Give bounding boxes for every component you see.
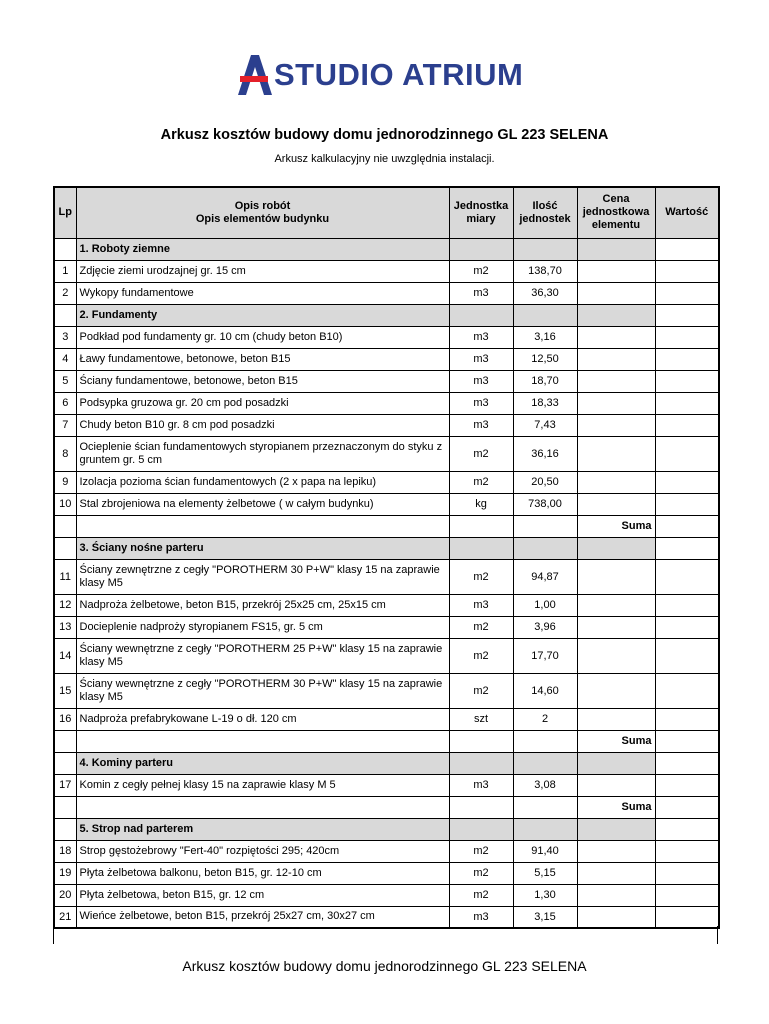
- lp-cell: 21: [54, 906, 76, 928]
- unit-cell: kg: [449, 493, 513, 515]
- unit-cell: m3: [449, 906, 513, 928]
- value-cell: [655, 862, 719, 884]
- section-row: [54, 537, 719, 559]
- description-cell: Nadproża żelbetowe, beton B15, przekrój 25x25 cm, 25x15 cm: [76, 594, 449, 616]
- description-cell: Ściany wewnętrzne z cegły "POROTHERM 25 P+W" klasy 15 na zaprawie klasy M5: [76, 638, 449, 673]
- table-header-row: [54, 187, 719, 238]
- unit-cell: m3: [449, 282, 513, 304]
- qty-cell: [513, 752, 577, 774]
- logo-a-icon: [238, 55, 272, 95]
- value-cell: [655, 638, 719, 673]
- quantity-cell: 17,70: [513, 638, 577, 673]
- qty-cell: [513, 730, 577, 752]
- sum-label: Suma: [577, 796, 655, 818]
- lp-cell: 13: [54, 616, 76, 638]
- unit-price-cell: [577, 906, 655, 928]
- value-cell: [655, 818, 719, 840]
- lp-cell: 18: [54, 840, 76, 862]
- table-row: [54, 673, 719, 708]
- lp-cell: 20: [54, 884, 76, 906]
- section-row: [54, 238, 719, 260]
- description-cell: Płyta żelbetowa balkonu, beton B15, gr. 12-10 cm: [76, 862, 449, 884]
- value-cell: [655, 326, 719, 348]
- unit-cell: m3: [449, 594, 513, 616]
- logo-text: STUDIO ATRIUM: [274, 57, 524, 92]
- unit-cell: [449, 238, 513, 260]
- price-cell: [577, 238, 655, 260]
- description-cell: Docieplenie nadproży styropianem FS15, gr. 5 cm: [76, 616, 449, 638]
- unit-price-cell: [577, 392, 655, 414]
- qty-cell: [513, 818, 577, 840]
- unit-cell: m2: [449, 260, 513, 282]
- unit-cell: m2: [449, 673, 513, 708]
- quantity-cell: 18,33: [513, 392, 577, 414]
- unit-price-cell: [577, 436, 655, 471]
- value-cell: [655, 884, 719, 906]
- sum-label: Suma: [577, 515, 655, 537]
- quantity-cell: 3,16: [513, 326, 577, 348]
- table-row: [54, 862, 719, 884]
- unit-cell: szt: [449, 708, 513, 730]
- description-cell: Podkład pod fundamenty gr. 10 cm (chudy beton B10): [76, 326, 449, 348]
- table-row: [54, 774, 719, 796]
- lp-cell: 6: [54, 392, 76, 414]
- quantity-cell: 18,70: [513, 370, 577, 392]
- unit-price-cell: [577, 414, 655, 436]
- value-cell: [655, 774, 719, 796]
- unit-cell: [449, 304, 513, 326]
- quantity-cell: 1,00: [513, 594, 577, 616]
- value-cell: [655, 673, 719, 708]
- value-cell: [655, 796, 719, 818]
- value-cell: [655, 730, 719, 752]
- lp-cell: 19: [54, 862, 76, 884]
- table-row: [54, 282, 719, 304]
- description-cell: Zdjęcie ziemi urodzajnej gr. 15 cm: [76, 260, 449, 282]
- unit-cell: m3: [449, 414, 513, 436]
- header-quantity: Ilość jednostek: [513, 187, 577, 238]
- quantity-cell: 7,43: [513, 414, 577, 436]
- unit-cell: m3: [449, 370, 513, 392]
- value-cell: [655, 616, 719, 638]
- quantity-cell: 2: [513, 708, 577, 730]
- table-row: [54, 260, 719, 282]
- unit-cell: [449, 796, 513, 818]
- lp-cell: 12: [54, 594, 76, 616]
- lp-cell: 3: [54, 326, 76, 348]
- sum-row: [54, 730, 719, 752]
- section-row: [54, 304, 719, 326]
- quantity-cell: 3,08: [513, 774, 577, 796]
- price-cell: [577, 304, 655, 326]
- table-row: [54, 884, 719, 906]
- description-cell: Ocieplenie ścian fundamentowych styropianem przeznaczonym do styku z gruntem gr. 5 cm: [76, 436, 449, 471]
- quantity-cell: 138,70: [513, 260, 577, 282]
- price-cell: [577, 537, 655, 559]
- lp-cell: [54, 537, 76, 559]
- section-row: [54, 818, 719, 840]
- lp-cell: [54, 818, 76, 840]
- description-cell: Ściany wewnętrzne z cegły "POROTHERM 30 P+W" klasy 15 na zaprawie klasy M5: [76, 673, 449, 708]
- qty-cell: [513, 796, 577, 818]
- unit-price-cell: [577, 884, 655, 906]
- value-cell: [655, 414, 719, 436]
- value-cell: [655, 752, 719, 774]
- lp-cell: 11: [54, 559, 76, 594]
- unit-price-cell: [577, 840, 655, 862]
- desc-cell: [76, 515, 449, 537]
- table-row: [54, 348, 719, 370]
- lp-cell: 15: [54, 673, 76, 708]
- unit-cell: m2: [449, 884, 513, 906]
- description-cell: Izolacja pozioma ścian fundamentowych (2 x papa na lepiku): [76, 471, 449, 493]
- unit-cell: [449, 752, 513, 774]
- value-cell: [655, 304, 719, 326]
- price-cell: [577, 818, 655, 840]
- lp-cell: [54, 796, 76, 818]
- table-continuation: [53, 926, 718, 944]
- description-cell: Ściany fundamentowe, betonowe, beton B15: [76, 370, 449, 392]
- unit-price-cell: [577, 260, 655, 282]
- section-title: 3. Ściany nośne parteru: [76, 537, 449, 559]
- table-row: [54, 436, 719, 471]
- lp-cell: 2: [54, 282, 76, 304]
- description-cell: Ławy fundamentowe, betonowe, beton B15: [76, 348, 449, 370]
- lp-cell: 8: [54, 436, 76, 471]
- value-cell: [655, 594, 719, 616]
- description-cell: Stal zbrojeniowa na elementy żelbetowe ( w całym budynku): [76, 493, 449, 515]
- unit-price-cell: [577, 616, 655, 638]
- table-row: [54, 392, 719, 414]
- unit-cell: m3: [449, 348, 513, 370]
- unit-price-cell: [577, 594, 655, 616]
- lp-cell: [54, 730, 76, 752]
- quantity-cell: 36,30: [513, 282, 577, 304]
- desc-cell: [76, 730, 449, 752]
- value-cell: [655, 238, 719, 260]
- unit-cell: m2: [449, 471, 513, 493]
- section-title: 4. Kominy parteru: [76, 752, 449, 774]
- quantity-cell: 3,15: [513, 906, 577, 928]
- value-cell: [655, 348, 719, 370]
- document-title: Arkusz kosztów budowy domu jednorodzinnego GL 223 SELENA: [160, 127, 609, 143]
- description-cell: Nadproża prefabrykowane L-19 o dł. 120 cm: [76, 708, 449, 730]
- unit-cell: m3: [449, 392, 513, 414]
- value-cell: [655, 471, 719, 493]
- value-cell: [655, 493, 719, 515]
- cost-table-container: [53, 186, 718, 929]
- studio-atrium-logo: [238, 55, 523, 95]
- lp-cell: [54, 515, 76, 537]
- unit-cell: m2: [449, 840, 513, 862]
- table-row: [54, 559, 719, 594]
- value-cell: [655, 906, 719, 928]
- unit-price-cell: [577, 862, 655, 884]
- quantity-cell: 738,00: [513, 493, 577, 515]
- page-footer: Arkusz kosztów budowy domu jednorodzinnego GL 223 SELENA: [182, 958, 587, 974]
- lp-cell: [54, 238, 76, 260]
- quantity-cell: 12,50: [513, 348, 577, 370]
- unit-cell: m2: [449, 436, 513, 471]
- value-cell: [655, 392, 719, 414]
- value-cell: [655, 515, 719, 537]
- lp-cell: 17: [54, 774, 76, 796]
- quantity-cell: 36,16: [513, 436, 577, 471]
- qty-cell: [513, 537, 577, 559]
- quantity-cell: 5,15: [513, 862, 577, 884]
- unit-price-cell: [577, 326, 655, 348]
- unit-price-cell: [577, 673, 655, 708]
- lp-cell: 4: [54, 348, 76, 370]
- section-title: 2. Fundamenty: [76, 304, 449, 326]
- lp-cell: 16: [54, 708, 76, 730]
- section-title: 1. Roboty ziemne: [76, 238, 449, 260]
- table-row: [54, 326, 719, 348]
- table-row: [54, 471, 719, 493]
- quantity-cell: 3,96: [513, 616, 577, 638]
- table-row: [54, 594, 719, 616]
- unit-price-cell: [577, 638, 655, 673]
- table-row: [54, 414, 719, 436]
- description-cell: Komin z cegły pełnej klasy 15 na zaprawie klasy M 5: [76, 774, 449, 796]
- description-cell: Strop gęstożebrowy "Fert-40" rozpiętości 295; 420cm: [76, 840, 449, 862]
- value-cell: [655, 282, 719, 304]
- unit-cell: [449, 515, 513, 537]
- description-cell: Wykopy fundamentowe: [76, 282, 449, 304]
- price-cell: [577, 752, 655, 774]
- unit-cell: m3: [449, 774, 513, 796]
- quantity-cell: 1,30: [513, 884, 577, 906]
- document-subtitle: Arkusz kalkulacyjny nie uwzględnia instalacji.: [274, 153, 495, 165]
- unit-cell: [449, 818, 513, 840]
- header-unit: Jednostka miary: [449, 187, 513, 238]
- value-cell: [655, 708, 719, 730]
- section-title: 5. Strop nad parterem: [76, 818, 449, 840]
- section-row: [54, 752, 719, 774]
- sum-label: Suma: [577, 730, 655, 752]
- qty-cell: [513, 238, 577, 260]
- description-cell: Chudy beton B10 gr. 8 cm pod posadzki: [76, 414, 449, 436]
- lp-cell: 5: [54, 370, 76, 392]
- unit-price-cell: [577, 348, 655, 370]
- header-unit-price: Cena jednostkowa elementu: [577, 187, 655, 238]
- description-cell: Wieńce żelbetowe, beton B15, przekrój 25x27 cm, 30x27 cm: [76, 906, 449, 928]
- table-row: [54, 708, 719, 730]
- header-value: Wartość: [655, 187, 719, 238]
- header-lp: Lp: [54, 187, 76, 238]
- quantity-cell: 94,87: [513, 559, 577, 594]
- unit-cell: m2: [449, 638, 513, 673]
- unit-cell: m3: [449, 326, 513, 348]
- value-cell: [655, 370, 719, 392]
- lp-cell: 9: [54, 471, 76, 493]
- table-row: [54, 906, 719, 928]
- quantity-cell: 14,60: [513, 673, 577, 708]
- description-cell: Płyta żelbetowa, beton B15, gr. 12 cm: [76, 884, 449, 906]
- value-cell: [655, 840, 719, 862]
- table-body: [54, 238, 719, 928]
- desc-cell: [76, 796, 449, 818]
- table-row: [54, 840, 719, 862]
- description-cell: Ściany zewnętrzne z cegły "POROTHERM 30 P+W" klasy 15 na zaprawie klasy M5: [76, 559, 449, 594]
- sum-row: [54, 796, 719, 818]
- unit-price-cell: [577, 370, 655, 392]
- unit-cell: [449, 730, 513, 752]
- unit-price-cell: [577, 471, 655, 493]
- unit-cell: m2: [449, 616, 513, 638]
- value-cell: [655, 436, 719, 471]
- unit-price-cell: [577, 708, 655, 730]
- table-row: [54, 370, 719, 392]
- table-row: [54, 493, 719, 515]
- unit-cell: m2: [449, 559, 513, 594]
- lp-cell: 14: [54, 638, 76, 673]
- value-cell: [655, 537, 719, 559]
- value-cell: [655, 559, 719, 594]
- table-row: [54, 616, 719, 638]
- lp-cell: 10: [54, 493, 76, 515]
- lp-cell: [54, 304, 76, 326]
- unit-cell: m2: [449, 862, 513, 884]
- lp-cell: 7: [54, 414, 76, 436]
- cost-table: [53, 186, 720, 929]
- qty-cell: [513, 304, 577, 326]
- unit-price-cell: [577, 559, 655, 594]
- unit-price-cell: [577, 774, 655, 796]
- description-cell: Podsypka gruzowa gr. 20 cm pod posadzki: [76, 392, 449, 414]
- sum-row: [54, 515, 719, 537]
- unit-price-cell: [577, 282, 655, 304]
- lp-cell: [54, 752, 76, 774]
- value-cell: [655, 260, 719, 282]
- lp-cell: 1: [54, 260, 76, 282]
- quantity-cell: 20,50: [513, 471, 577, 493]
- quantity-cell: 91,40: [513, 840, 577, 862]
- header-description: [76, 187, 449, 238]
- unit-price-cell: [577, 493, 655, 515]
- unit-cell: [449, 537, 513, 559]
- header-desc-line-2: Opis elementów budynku: [195, 212, 330, 225]
- table-row: [54, 638, 719, 673]
- header-desc-line-1: Opis robót: [234, 199, 291, 212]
- qty-cell: [513, 515, 577, 537]
